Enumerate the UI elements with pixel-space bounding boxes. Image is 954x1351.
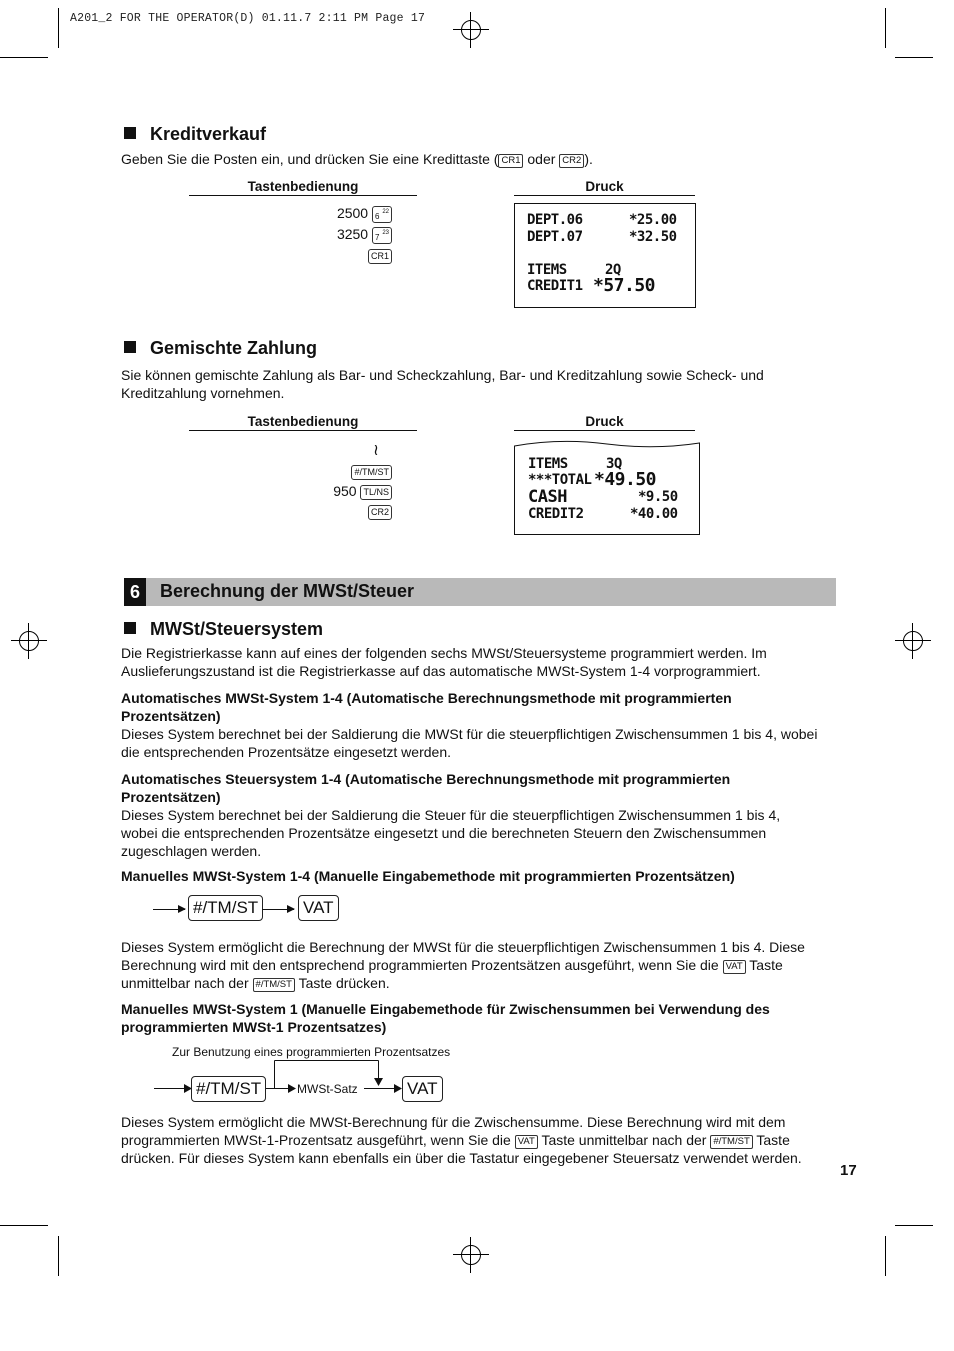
receipt-line-value: 3Q — [606, 456, 622, 472]
heading-mwst-steuersystem: MWSt/Steuersystem — [124, 619, 323, 640]
gemischt-intro: Sie können gemischte Zahlung als Bar- und Scheckzahlung, Bar- und Kreditzahlung sowie Scheck- und Kreditzahlung vornehmen. — [121, 367, 764, 401]
subtotal-key-icon: #/TM/ST — [351, 465, 392, 480]
receipt-line-label: DEPT.07 — [527, 229, 583, 245]
man14-text: Dieses System ermöglicht die Berechnung der MWSt für die steuerpflichtigen Zwischensummen 1 bis 4. Diese Berechnung wird mit den entsprechend programmierten Prozentsätzen ausgeführt, wenn Sie die VAT Taste unmittelbar nach der #/TM/ST Taste drücken. — [121, 939, 805, 991]
receipt-kredit — [514, 203, 696, 308]
flow-diagram-lines — [150, 1058, 410, 1098]
receipt-line-label: ITEMS — [528, 456, 568, 472]
print-slug: A201_2 FOR THE OPERATOR(D) 01.11.7 2:11 PM Page 17 — [70, 12, 426, 25]
square-bullet-icon — [124, 622, 136, 634]
receipt-line-label: CASH — [528, 487, 567, 507]
tlns-key-icon: TL/NS — [360, 485, 392, 500]
receipt-line-label: CREDIT2 — [528, 506, 584, 522]
flow-arrow-icon — [153, 909, 185, 910]
subheading: Prozentsätzen) — [121, 789, 221, 805]
col-header-keys: Tastenbedienung — [189, 414, 417, 431]
cr1-key-icon: CR1 — [498, 154, 523, 168]
crop-mark — [58, 8, 59, 48]
vat-key-icon: VAT — [723, 960, 746, 974]
subheading: Manuelles MWSt-System 1 (Manuelle Eingabemethode für Zwischensummen bei Verwendung des — [121, 1001, 770, 1017]
cr1-key-icon: CR1 — [368, 249, 392, 264]
crop-mark — [58, 1236, 59, 1276]
mwst-intro: Die Registrierkasse kann auf eines der folgenden sechs MWSt/Steuersysteme programmiert werden. Im Auslieferungszustand ist die Registrierkasse auf das automatische MWSt-System 1-4 vorprogrammiert. — [121, 645, 767, 679]
man1-text: Dieses System ermöglicht die MWSt-Berechnung für die Zwischensumme. Diese Berechnung wird mit dem programmierten MWSt-1-Prozentsatz ausgeführt, wenn Sie die VAT Taste unmittelbar nach der #/TM/ST Taste drücken. Für dieses System kann ebenfalls ein über die Tastatur eingegebener Steuersatz verwendet werden. — [121, 1114, 802, 1166]
registration-mark — [895, 623, 931, 659]
kredit-key-ops — [300, 205, 392, 264]
receipt-line-value: *25.00 — [629, 212, 677, 228]
op-row — [300, 463, 392, 483]
flow-arrow-icon — [262, 909, 294, 910]
receipt-line-value: 2Q — [605, 262, 621, 278]
section-title: Berechnung der MWSt/Steuer — [160, 581, 415, 601]
subheading: Automatisches MWSt-System 1-4 (Automatische Berechnungsmethode mit programmierten — [121, 690, 732, 706]
vat-key-icon: VAT — [515, 1135, 538, 1149]
op-row: 2500 22 6 — [300, 205, 392, 226]
col-header-print: Druck — [514, 414, 695, 431]
receipt-line-label: ***TOTAL — [528, 472, 592, 488]
receipt-line-value: *40.00 — [630, 506, 678, 522]
col-header-print: Druck — [514, 179, 695, 196]
op-row: 3250 23 7 — [300, 226, 392, 247]
receipt-line-value: *32.50 — [629, 229, 677, 245]
cr2-key-icon: CR2 — [559, 154, 584, 168]
crop-mark — [0, 57, 48, 58]
auto-tax-block: Automatisches Steuersystem 1-4 (Automatische Berechnungsmethode mit programmierten Prozentsätzen) Dieses System berechnet bei der Saldierung die Steuer für die steuerpflichtigen Zwischensummen 1 bis 4, wobei die entsprechenden Prozentsätze eingesetzt und die berechneten Steuern den Zwischensummen zugeschlagen werden. — [121, 770, 851, 860]
col-header-keys: Tastenbedienung — [189, 179, 417, 196]
subheading: Automatisches Steuersystem 1-4 (Automatische Berechnungsmethode mit programmierten — [121, 771, 731, 787]
receipt-line-value: *9.50 — [638, 489, 678, 505]
registration-mark — [453, 12, 489, 48]
kredit-intro: Geben Sie die Posten ein, und drücken Sie eine Kredittaste ( CR1 oder CR2 ). — [121, 151, 593, 167]
registration-mark — [11, 623, 47, 659]
op-row: 950 TL/NS — [300, 483, 392, 503]
page-number: 17 — [840, 1162, 857, 1179]
crop-mark — [895, 57, 933, 58]
dept-7-key-icon: 23 7 — [372, 227, 392, 244]
tmst-key-icon: #/TM/ST — [253, 978, 295, 992]
vat-key-icon: VAT — [402, 1076, 443, 1102]
crop-mark — [0, 1225, 48, 1226]
subheading: Manuelles MWSt-System 1-4 (Manuelle Eingabemethode mit programmierten Prozentsätzen) — [121, 868, 735, 884]
flow-note: Zur Benutzung eines programmierten Prozentsatzes — [172, 1045, 451, 1059]
subheading: programmierten MWSt-1 Prozentsatzes) — [121, 1019, 387, 1035]
receipt-total-value: *57.50 — [593, 275, 656, 296]
registration-mark — [453, 1237, 489, 1273]
crop-mark — [885, 1236, 886, 1276]
tmst-key-icon: #/TM/ST — [188, 895, 263, 921]
receipt-gemischt-lines — [514, 438, 700, 535]
square-bullet-icon — [124, 341, 136, 353]
heading-gemischte-zahlung: Gemischte Zahlung — [124, 338, 317, 359]
receipt-line-label: CREDIT1 — [527, 278, 583, 294]
cr2-key-icon: CR2 — [368, 505, 392, 520]
crop-mark — [885, 8, 886, 48]
section-number: 6 — [124, 578, 146, 606]
auto-mwst-block: Automatisches MWSt-System 1-4 (Automatische Berechnungsmethode mit programmierten Prozentsätzen) Dieses System berechnet bei der Saldierung die MWSt für die steuerpflichtigen Zwischensummen 1 bis 4, wobei die entsprechenden Prozentsätze eingesetzt werden. — [121, 689, 851, 761]
vat-key-icon: VAT — [298, 895, 339, 921]
crop-mark — [895, 1225, 933, 1226]
dept-6-key-icon: 22 6 — [372, 206, 392, 223]
op-row — [300, 247, 392, 264]
heading-kreditverkauf: Kreditverkauf — [124, 124, 266, 145]
man1-heading — [121, 1000, 851, 1036]
op-row — [300, 503, 392, 520]
receipt-line-label: DEPT.06 — [527, 212, 583, 228]
subheading: Prozentsätzen) — [121, 708, 221, 724]
tmst-key-icon: #/TM/ST — [710, 1135, 752, 1149]
tmst-key-icon: #/TM/ST — [191, 1076, 266, 1102]
square-bullet-icon — [124, 127, 136, 139]
gemischt-key-ops — [300, 463, 392, 520]
receipt-line-label: ITEMS — [527, 262, 567, 278]
rate-label: MWSt-Satz — [297, 1082, 358, 1096]
receipt-total-value: *49.50 — [594, 469, 657, 490]
continuation-tilde-icon: ≀ — [373, 440, 379, 459]
